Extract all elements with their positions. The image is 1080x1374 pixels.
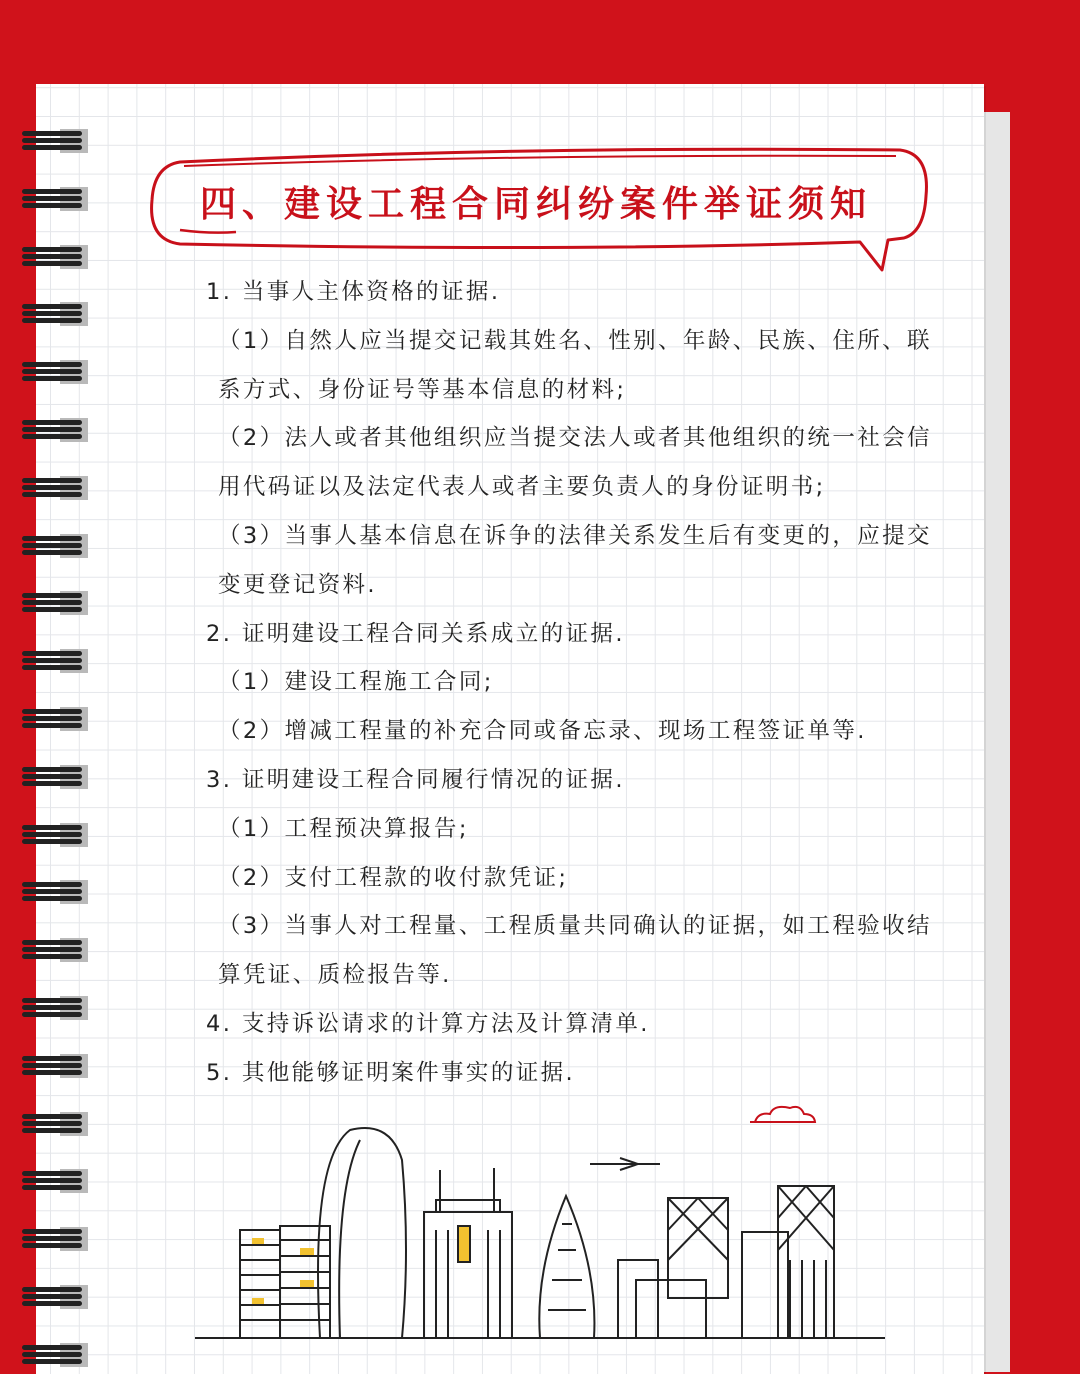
section-heading: 1. 当事人主体资格的证据. bbox=[206, 279, 501, 305]
spiral-binding-icon bbox=[22, 125, 92, 1356]
section-heading: 3. 证明建设工程合同履行情况的证据. bbox=[206, 766, 625, 793]
content-body bbox=[150, 268, 936, 1098]
binding-ring-icon bbox=[22, 1108, 90, 1138]
binding-ring-icon bbox=[22, 356, 90, 386]
binding-ring-icon bbox=[22, 934, 90, 964]
list-item: （2）法人或者其他组织应当提交法人或者其他组织的统一社会信用代码证以及法定代表人或者主要负责人的身份证明书; bbox=[218, 425, 932, 501]
binding-ring-icon bbox=[22, 1050, 90, 1080]
binding-ring-icon bbox=[22, 1223, 90, 1253]
binding-ring-icon bbox=[22, 876, 90, 906]
section-heading: 4. 支持诉讼请求的计算方法及计算清单. bbox=[206, 1010, 650, 1037]
binding-ring-icon bbox=[22, 645, 90, 675]
list-item: （1）自然人应当提交记载其姓名、性别、年龄、民族、住所、联系方式、身份证号等基本信息的材料; bbox=[218, 327, 932, 403]
city-skyline-icon bbox=[190, 1100, 890, 1350]
section-heading: 2. 证明建设工程合同关系成立的证据. bbox=[206, 620, 625, 647]
page-title: 四、建设工程合同纠纷案件举证须知 bbox=[200, 183, 873, 225]
binding-ring-icon bbox=[22, 587, 90, 617]
binding-ring-icon bbox=[22, 1165, 90, 1195]
binding-ring-icon bbox=[22, 414, 90, 444]
binding-ring-icon bbox=[22, 992, 90, 1022]
section-heading: 5. 其他能够证明案件事实的证据. bbox=[206, 1059, 576, 1086]
binding-ring-icon bbox=[22, 298, 90, 328]
binding-ring-icon bbox=[22, 241, 90, 271]
binding-ring-icon bbox=[22, 761, 90, 791]
binding-ring-icon bbox=[22, 703, 90, 733]
list-item: （3）当事人对工程量、工程质量共同确认的证据，如工程验收结算凭证、质检报告等. bbox=[218, 913, 932, 989]
list-item: （1）建设工程施工合同; bbox=[218, 669, 494, 696]
binding-ring-icon bbox=[22, 530, 90, 560]
binding-ring-icon bbox=[22, 125, 90, 155]
binding-ring-icon bbox=[22, 819, 90, 849]
list-item: （3）当事人基本信息在诉争的法律关系发生后有变更的，应提交变更登记资料. bbox=[218, 522, 932, 598]
binding-ring-icon bbox=[22, 1339, 90, 1369]
binding-ring-icon bbox=[22, 472, 90, 502]
binding-ring-icon bbox=[22, 183, 90, 213]
binding-ring-icon bbox=[22, 1281, 90, 1311]
list-item: （1）工程预决算报告; bbox=[218, 815, 469, 842]
list-item: （2）支付工程款的收付款凭证; bbox=[218, 864, 569, 891]
list-item: （2）增减工程量的补充合同或备忘录、现场工程签证单等. bbox=[218, 718, 867, 745]
